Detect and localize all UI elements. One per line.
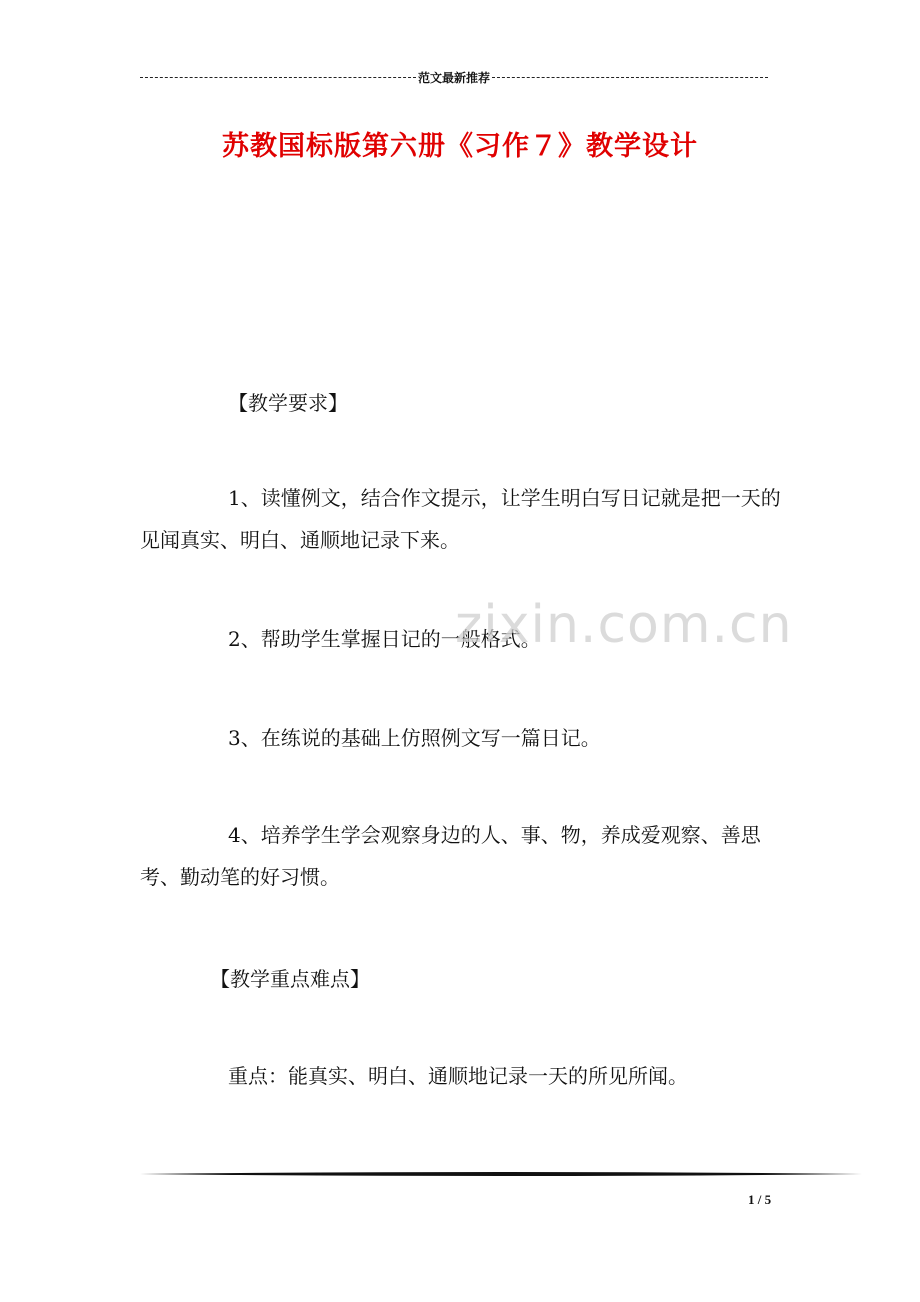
- requirement-4: 4、培养学生学会观察身边的人、事、物，养成爱观察、善思考、勤动笔的好习惯。: [140, 823, 761, 889]
- key-points-heading: 【教学重点难点】: [210, 967, 370, 991]
- header-dash-left: [140, 77, 416, 78]
- key-point: 重点：能真实、明白、通顺地记录一天的所见所闻。: [228, 1064, 688, 1088]
- document-title: 苏教国标版第六册《习作７》教学设计: [222, 131, 698, 162]
- requirement-3: 3、在练说的基础上仿照例文写一篇日记。: [228, 726, 601, 750]
- requirements-heading: 【教学要求】: [228, 391, 348, 415]
- requirement-1: 1、读懂例文，结合作文提示，让学生明白写日记就是把一天的见闻真实、明白、通顺地记录下来。: [140, 486, 781, 552]
- page-header: [140, 68, 768, 86]
- header-label: 范文最新推荐: [418, 70, 491, 85]
- footer-divider: [140, 1170, 862, 1178]
- watermark: zixin.com.cn: [455, 595, 793, 655]
- requirement-2: 2、帮助学生掌握日记的一般格式。: [228, 627, 541, 651]
- page-number: 1 / 5: [748, 1192, 772, 1207]
- header-dash-right: [492, 77, 768, 78]
